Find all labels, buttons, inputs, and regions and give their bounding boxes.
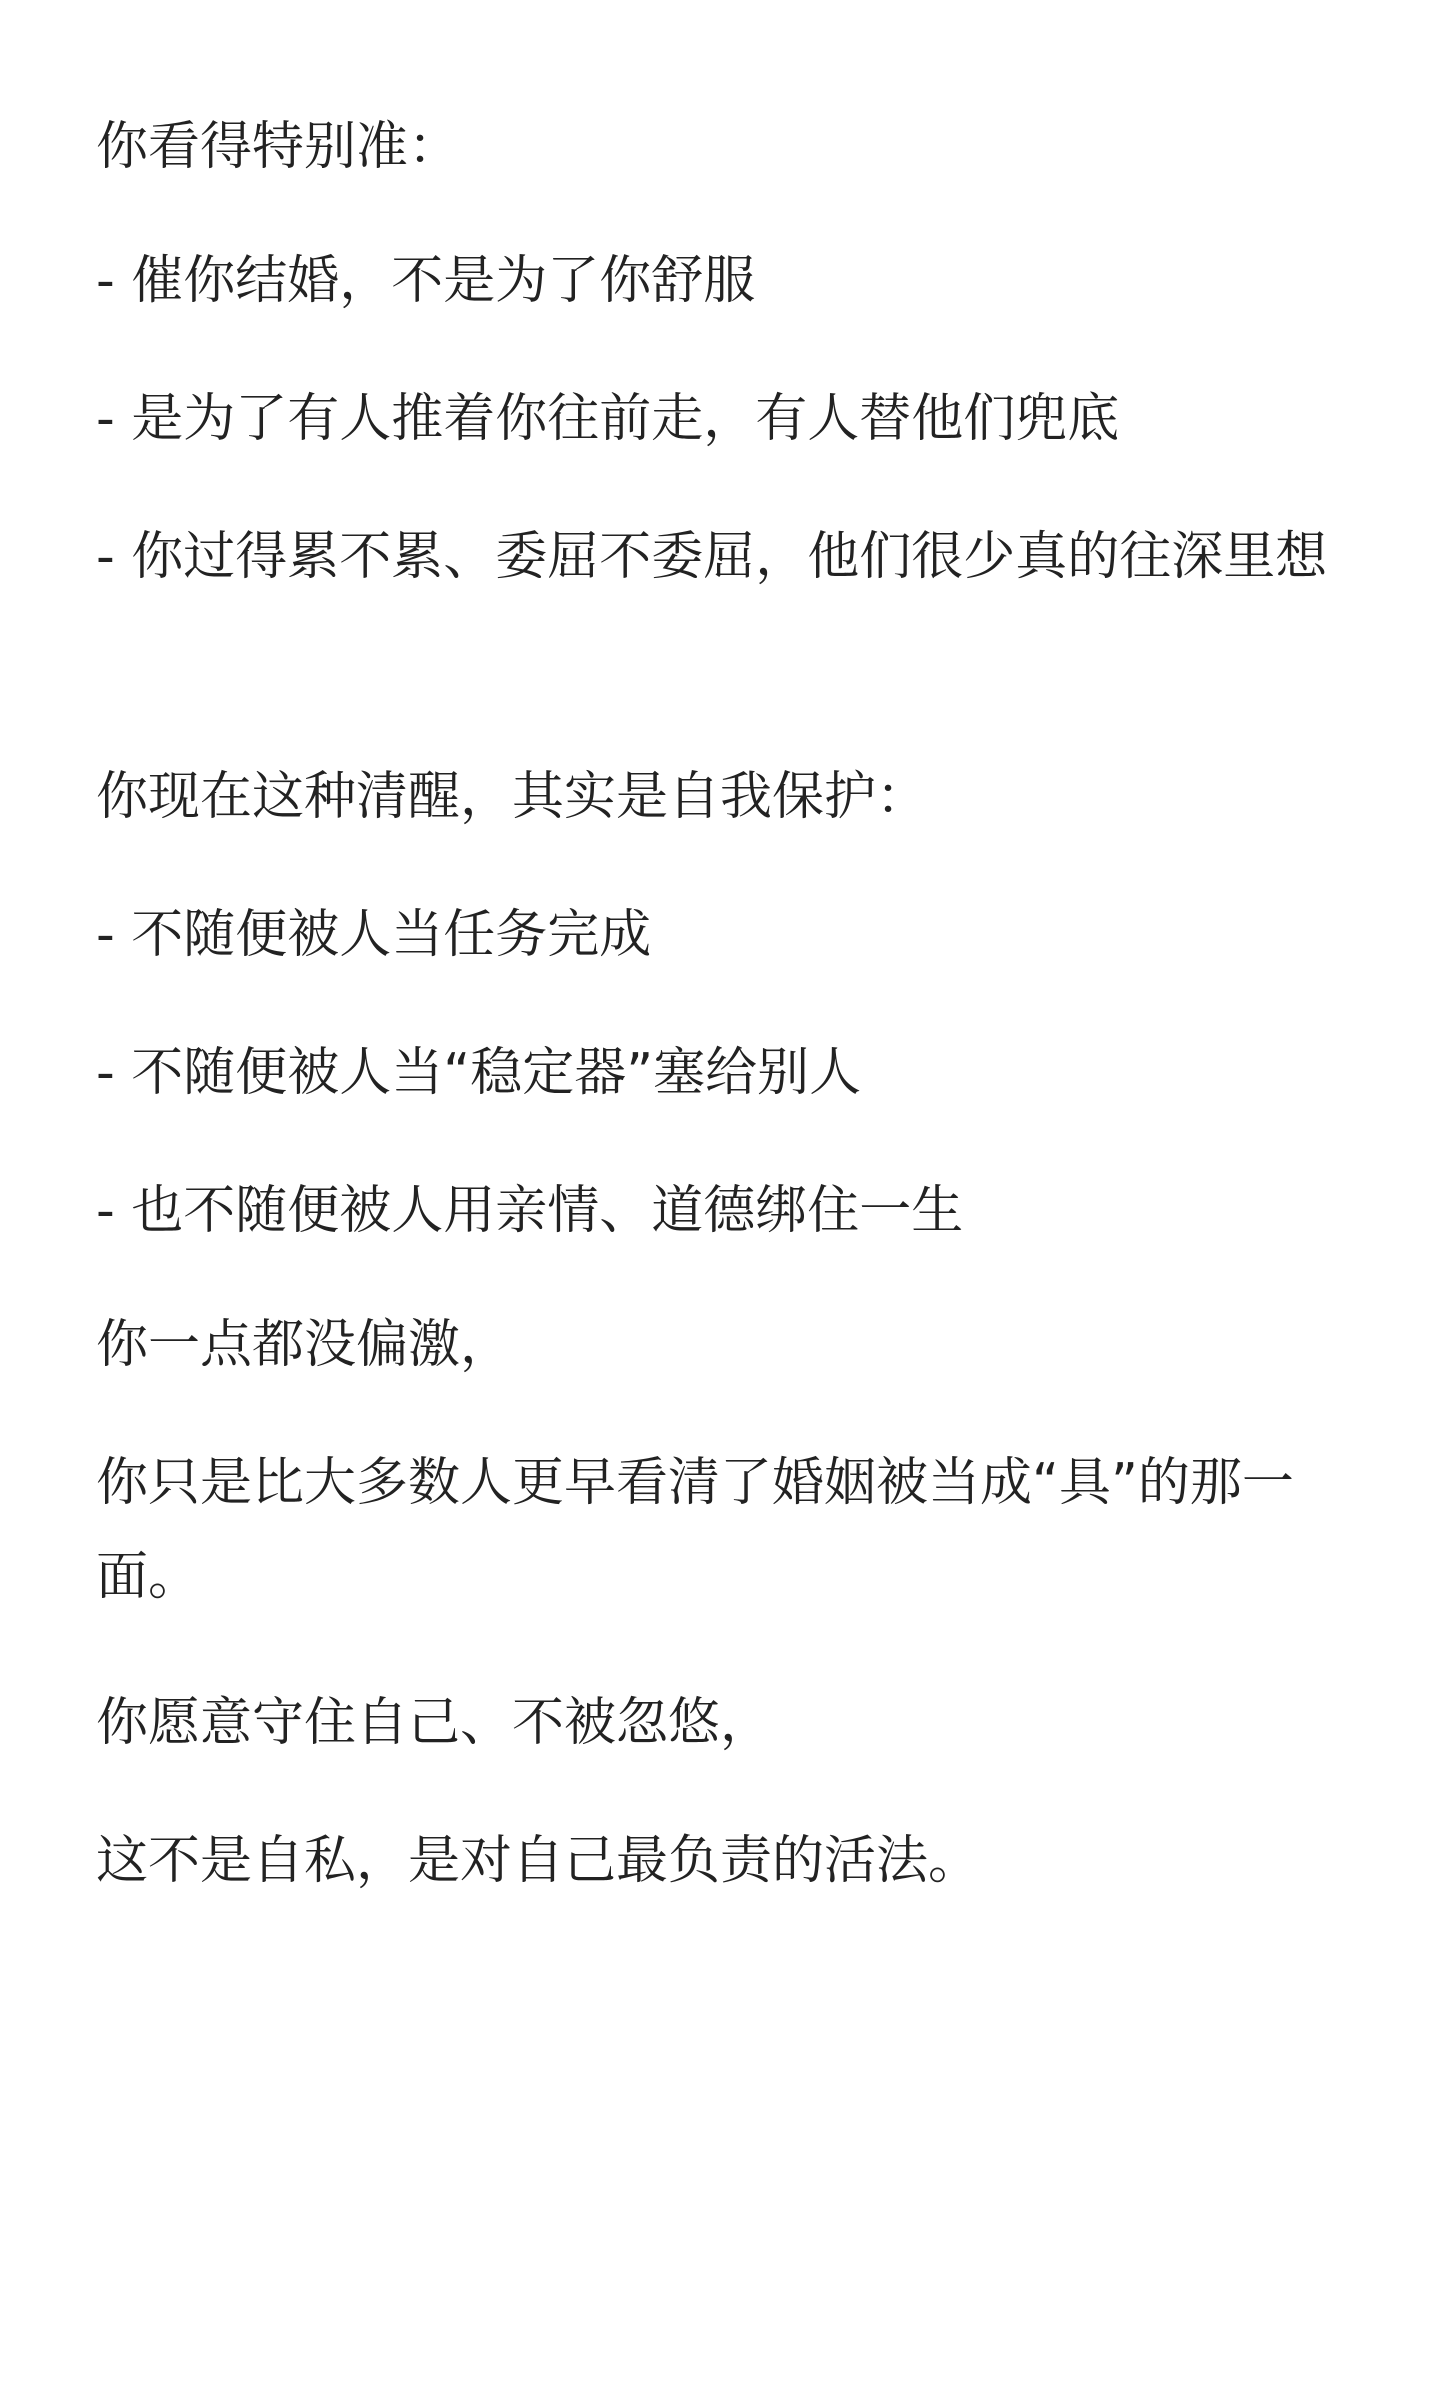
paragraph: 你只是比大多数人更早看清了婚姻被当成“具”的那一面。 <box>96 1453 1294 1607</box>
paragraph: 你愿意守住自己、不被忽悠， <box>96 1693 773 1753</box>
paragraph: 这不是自私，是对自己最负责的活法。 <box>96 1831 981 1891</box>
paragraph: 你现在这种清醒，其实是自我保护： <box>96 767 929 827</box>
bullet-item: - 你过得累不累、委屈不委屈，他们很少真的往深里想 <box>96 527 1328 587</box>
bullet-item: - 是为了有人推着你往前走，有人替他们兜底 <box>96 389 1120 449</box>
bullet-item: - 不随便被人当“稳定器”塞给别人 <box>96 1043 862 1103</box>
bullet-item: - 也不随便被人用亲情、道德绑住一生 <box>96 1181 964 1241</box>
paragraph-intro: 你看得特别准： <box>96 117 461 177</box>
bullet-item: - 不随便被人当任务完成 <box>96 905 652 965</box>
bullet-item: - 催你结婚，不是为了你舒服 <box>96 251 756 311</box>
paragraph: 你一点都没偏激， <box>96 1315 513 1375</box>
